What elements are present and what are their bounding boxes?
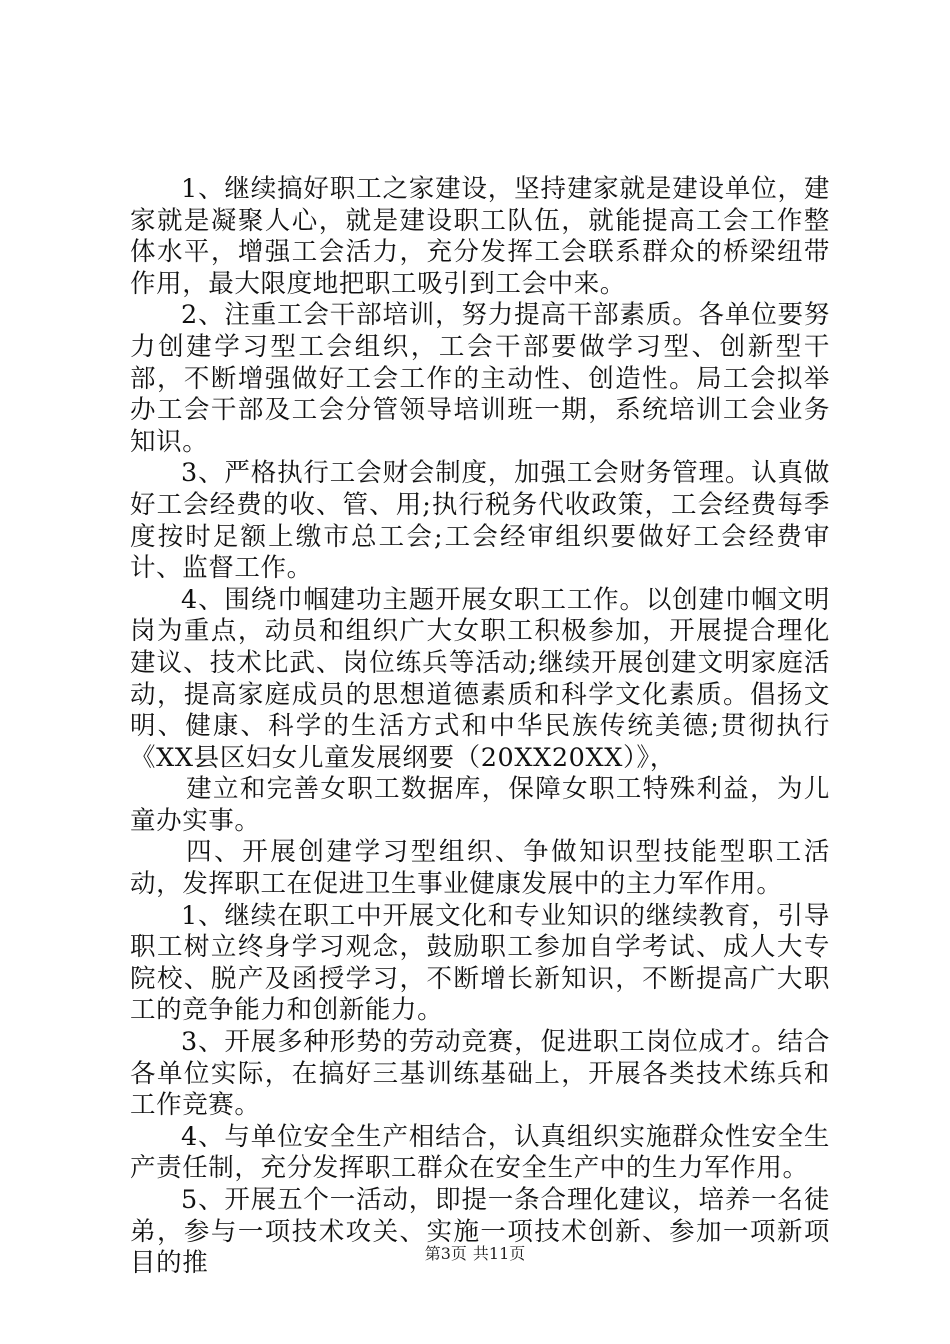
- section-heading-4: 四、开展创建学习型组织、争做知识型技能型职工活动，发挥职工在促进卫生事业健康发展中的主力军作用。: [130, 837, 830, 900]
- paragraph-6: 1、继续在职工中开展文化和专业知识的继续教育，引导职工树立终身学习观念，鼓励职工参加自学考试、成人大专院校、脱产及函授学习，不断增长新知识，不断提高广大职工的竞争能力和创新能力。: [130, 900, 830, 1026]
- paragraph-7: 3、开展多种形势的劳动竞赛，促进职工岗位成才。结合各单位实际，在搞好三基训练基础上，开展各类技术练兵和工作竞赛。: [130, 1027, 830, 1121]
- paragraph-2: 2、注重工会干部培训，努力提高干部素质。各单位要努力创建学习型工会组织，工会干部要做学习型、创新型干部，不断增强做好工会工作的主动性、创造性。局工会拟举办工会干部及工会分管领导培训班一期，系统培训工会业务知识。: [130, 300, 830, 457]
- paragraph-9: 5、开展五个一活动，即提一条合理化建议，培养一名徒弟，参与一项技术攻关、实施一项技术创新、参加一项新项目的推: [130, 1185, 830, 1279]
- paragraph-3: 3、严格执行工会财会制度，加强工会财务管理。认真做好工会经费的收、管、用;执行税务代收政策，工会经费每季度按时足额上缴市总工会;工会经审组织要做好工会经费审计、监督工作。: [130, 458, 830, 584]
- page-total: 共11页: [472, 1244, 526, 1263]
- paragraph-4: 4、围绕巾帼建功主题开展女职工工作。以创建巾帼文明岗为重点，动员和组织广大女职工积极参加，开展提合理化建议、技术比武、岗位练兵等活动;继续开展创建文明家庭活动，提高家庭成员的思想道德素质和科学文化素质。倡扬文明、健康、科学的生活方式和中华民族传统美德;贯彻执行《XX县区妇女儿童发展纲要（20XX20XX）》，: [130, 584, 830, 773]
- document-body: [130, 174, 830, 1280]
- paragraph-8: 4、与单位安全生产相结合，认真组织实施群众性安全生产责任制，充分发挥职工群众在安全生产中的生力军作用。: [130, 1121, 830, 1184]
- paragraph-1: 1、继续搞好职工之家建设，坚持建家就是建设单位，建家就是凝聚人心，就是建设职工队伍，就能提高工会工作整体水平，增强工会活力，充分发挥工会联系群众的桥梁纽带作用，最大限度地把职工吸引到工会中来。: [130, 174, 830, 299]
- page-number: 第3页: [424, 1244, 467, 1263]
- page-footer: [0, 1244, 950, 1264]
- paragraph-5: 建立和完善女职工数据库，保障女职工特殊利益，为儿童办实事。: [130, 774, 830, 836]
